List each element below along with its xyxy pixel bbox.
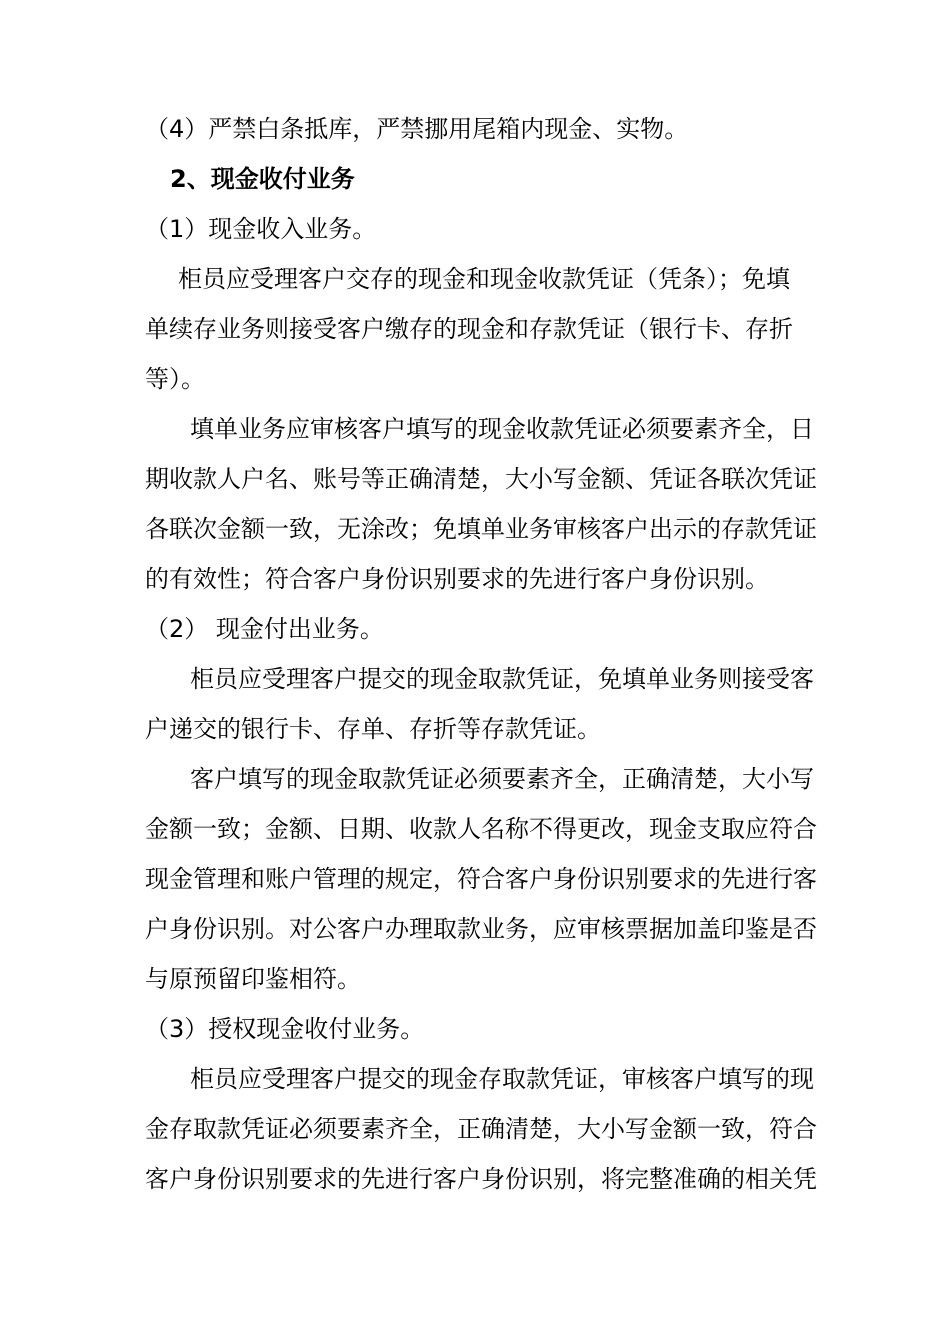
paragraph-line: 填单业务应审核客户填写的现金收款凭证必须要素齐全，日 xyxy=(190,415,814,443)
paragraph-line: 金额一致；金额、日期、收款人名称不得更改，现金支取应符合 xyxy=(145,815,817,843)
paragraph-line: 各联次金额一致，无涂改；免填单业务审核客户出示的存款凭证 xyxy=(145,515,817,543)
paragraph-line: 客户填写的现金取款凭证必须要素齐全，正确清楚，大小写 xyxy=(190,765,814,793)
paragraph-line: 金存取款凭证必须要素齐全，正确清楚，大小写金额一致，符合 xyxy=(145,1115,817,1143)
paragraph-line: 期收款人户名、账号等正确清楚，大小写金额、凭证各联次凭证 xyxy=(145,465,817,493)
paragraph-line: 柜员应受理客户提交的现金取款凭证，免填单业务则接受客 xyxy=(190,665,814,693)
subsection-heading-1: （1）现金收入业务。 xyxy=(145,215,377,243)
paragraph-line: 的有效性；符合客户身份识别要求的先进行客户身份识别。 xyxy=(145,565,769,593)
paragraph-line: 单续存业务则接受客户缴存的现金和存款凭证（银行卡、存折 xyxy=(145,315,793,343)
paragraph-line: 户身份识别。对公客户办理取款业务，应审核票据加盖印鉴是否 xyxy=(145,915,817,943)
subsection-heading-3: （3）授权现金收付业务。 xyxy=(145,1015,425,1043)
paragraph-line: 现金管理和账户管理的规定，符合客户身份识别要求的先进行客 xyxy=(145,865,817,893)
section-heading: 2、现金收付业务 xyxy=(170,165,355,193)
paragraph-line: 等）。 xyxy=(145,365,205,393)
paragraph-line: 客户身份识别要求的先进行客户身份识别，将完整准确的相关凭 xyxy=(145,1165,817,1193)
paragraph-line: 柜员应受理客户提交的现金存取款凭证，审核客户填写的现 xyxy=(190,1065,814,1093)
paragraph-line: 柜员应受理客户交存的现金和现金收款凭证（凭条）；免填 xyxy=(178,265,790,293)
paragraph-line: 与原预留印鉴相符。 xyxy=(145,965,361,993)
paragraph-line: 户递交的银行卡、存单、存折等存款凭证。 xyxy=(145,715,601,743)
subsection-heading-2: （2） 现金付出业务。 xyxy=(145,615,384,643)
list-item-4: （4）严禁白条抵库，严禁挪用尾箱内现金、实物。 xyxy=(145,115,689,143)
